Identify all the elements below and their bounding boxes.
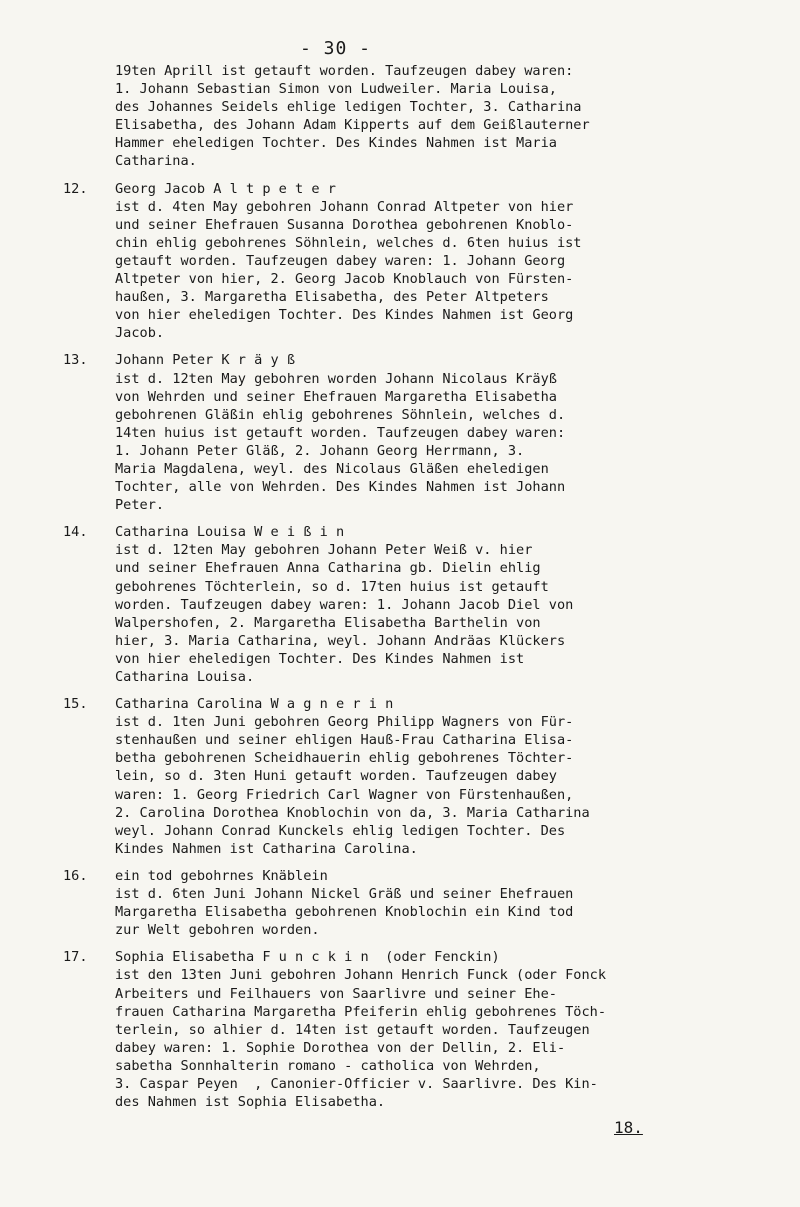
entry-line: und seiner Ehefrauen Susanna Dorothea gebohrenen Knoblo- xyxy=(115,216,574,233)
entry-line: Tochter, alle von Wehrden. Des Kindes Nahmen ist Johann xyxy=(115,479,566,496)
entry-heading xyxy=(55,695,785,713)
baptism-entry xyxy=(55,523,785,686)
entry-line: waren: 1. Georg Friedrich Carl Wagner von Fürstenhaußen, xyxy=(115,786,574,803)
entry-name: Sophia Elisabetha F u n c k i n (oder Fenckin) xyxy=(115,949,500,966)
entry-heading xyxy=(55,351,785,369)
entry-line: chin ehlig gebohrenes Söhnlein, welches d. 6ten huius ist xyxy=(115,234,582,251)
entry-line: worden. Taufzeugen dabey waren: 1. Johann Jacob Diel von xyxy=(115,596,574,613)
entry-heading xyxy=(55,867,785,885)
continuation-line: 19ten Aprill ist getauft worden. Taufzeugen dabey waren: xyxy=(115,63,574,79)
entry-line: haußen, 3. Margaretha Elisabetha, des Peter Altpeters xyxy=(115,289,549,306)
entry-line: betha gebohrenen Scheidhauerin ehlig gebohrenes Töchter- xyxy=(115,750,574,767)
register-text xyxy=(55,62,785,1111)
entry-line: Maria Magdalena, weyl. des Nicolaus Gläßen eheledigen xyxy=(115,460,549,477)
entry-line: zur Welt gebohren worden. xyxy=(115,922,320,939)
entry-line: sabetha Sonnhalterin romano - catholica von Wehrden, xyxy=(115,1057,541,1074)
entry-line: des Nahmen ist Sophia Elisabetha. xyxy=(115,1094,386,1111)
entry-line: terlein, so alhier d. 14ten ist getauft worden. Taufzeugen xyxy=(115,1021,590,1038)
entry-heading xyxy=(55,180,785,198)
continuation-line: des Johannes Seidels ehlige ledigen Tochter, 3. Catharina xyxy=(115,99,582,116)
entry-line: von hier eheledigen Tochter. Des Kindes Nahmen ist xyxy=(115,650,525,667)
continuation-line: Elisabetha, des Johann Adam Kipperts auf dem Geißlauterner xyxy=(115,117,590,134)
entry-line: gebohrenen Gläßin ehlig gebohrenes Söhnlein, welches d. xyxy=(115,406,566,423)
entry-line: ist d. 6ten Juni Johann Nickel Gräß und seiner Ehefrauen xyxy=(115,886,574,903)
entry-line: 2. Carolina Dorothea Knoblochin von da, 3. Maria Catharina xyxy=(115,804,590,821)
entry-line: Catharina Louisa. xyxy=(115,669,255,685)
entry-line: ist den 13ten Juni gebohren Johann Henrich Funck (oder Fonck xyxy=(115,967,607,984)
entry-line: 14ten huius ist getauft worden. Taufzeugen dabey waren: xyxy=(115,424,566,441)
entry-line: stenhaußen und seiner ehligen Hauß-Frau Catharina Elisa- xyxy=(115,732,574,749)
continuation-line: Catharina. xyxy=(115,153,197,170)
entry-heading xyxy=(55,523,785,541)
continuation-line: 1. Johann Sebastian Simon von Ludweiler. Maria Louisa, xyxy=(115,81,557,98)
entry-line: Kindes Nahmen ist Catharina Carolina. xyxy=(115,840,418,857)
entry-line: ist d. 12ten May gebohren Johann Peter Weiß v. hier xyxy=(115,542,533,559)
entry-line: Jacob. xyxy=(115,325,165,342)
entry-name: Johann Peter K r ä y ß xyxy=(115,352,296,369)
entry-line: von Wehrden und seiner Ehefrauen Margaretha Elisabetha xyxy=(115,388,557,405)
entry-line: lein, so d. 3ten Huni getauft worden. Taufzeugen dabey xyxy=(115,768,557,785)
entry-line: Altpeter von hier, 2. Georg Jacob Knoblauch von Fürsten- xyxy=(115,271,574,288)
entry-line: gebohrenes Töchterlein, so d. 17ten huius ist getauft xyxy=(115,578,549,595)
entry-line: frauen Catharina Margaretha Pfeiferin ehlig gebohrenes Töch- xyxy=(115,1003,607,1020)
baptism-entry xyxy=(55,867,785,939)
baptism-entry xyxy=(55,180,785,343)
entry-line: Arbeiters und Feilhauers von Saarlivre und seiner Ehe- xyxy=(115,985,557,1002)
entry-line: von hier eheledigen Tochter. Des Kindes Nahmen ist Georg xyxy=(115,307,574,324)
entry-name: Catharina Louisa W e i ß i n xyxy=(115,524,345,541)
entry-line: hier, 3. Maria Catharina, weyl. Johann Andräas Klückers xyxy=(115,632,566,649)
baptism-entry xyxy=(55,351,785,514)
entry-line: 1. Johann Peter Gläß, 2. Johann Georg Herrmann, 3. xyxy=(115,442,525,459)
entry-line: weyl. Johann Conrad Kunckels ehlig ledigen Tochter. Des xyxy=(115,822,566,839)
entry-number: 17. xyxy=(63,949,88,966)
entry-line: 3. Caspar Peyen , Canonier-Officier v. Saarlivre. Des Kin- xyxy=(115,1075,598,1092)
entry-number: 14. xyxy=(63,524,88,541)
entry-line: Margaretha Elisabetha gebohrenen Knoblochin ein Kind tod xyxy=(115,904,574,921)
baptism-entry xyxy=(55,695,785,858)
entry-line: Walpershofen, 2. Margaretha Elisabetha Barthelin von xyxy=(115,614,541,631)
entry-number: 15. xyxy=(63,696,88,713)
entry-line: ist d. 12ten May gebohren worden Johann Nicolaus Kräyß xyxy=(115,370,557,387)
entry-number: 16. xyxy=(63,867,88,884)
entry-name: Catharina Carolina W a g n e r i n xyxy=(115,696,394,713)
baptism-entry xyxy=(55,948,785,1111)
entry-line: ist d. 4ten May gebohren Johann Conrad Altpeter von hier xyxy=(115,198,574,215)
page-number: - 30 - xyxy=(300,38,372,59)
continuation-line: Hammer eheledigen Tochter. Des Kindes Nahmen ist Maria xyxy=(115,135,557,152)
entry-number: 12. xyxy=(63,180,88,197)
entry-line: getauft worden. Taufzeugen dabey waren: 1. Johann Georg xyxy=(115,252,566,269)
entry-heading xyxy=(55,948,785,966)
entry-number: 13. xyxy=(63,352,88,369)
entry-name: Georg Jacob A l t p e t e r xyxy=(115,180,336,197)
entry-line: und seiner Ehefrauen Anna Catharina gb. Dielin ehlig xyxy=(115,560,541,577)
entry-line: Peter. xyxy=(115,497,165,514)
entry-line: ist d. 1ten Juni gebohren Georg Philipp Wagners von Für- xyxy=(115,714,574,731)
entry-name: ein tod gebohrnes Knäblein xyxy=(115,867,328,884)
entry-line: dabey waren: 1. Sophie Dorothea von der Dellin, 2. Eli- xyxy=(115,1039,566,1056)
next-entry-reference: 18. xyxy=(614,1118,643,1137)
